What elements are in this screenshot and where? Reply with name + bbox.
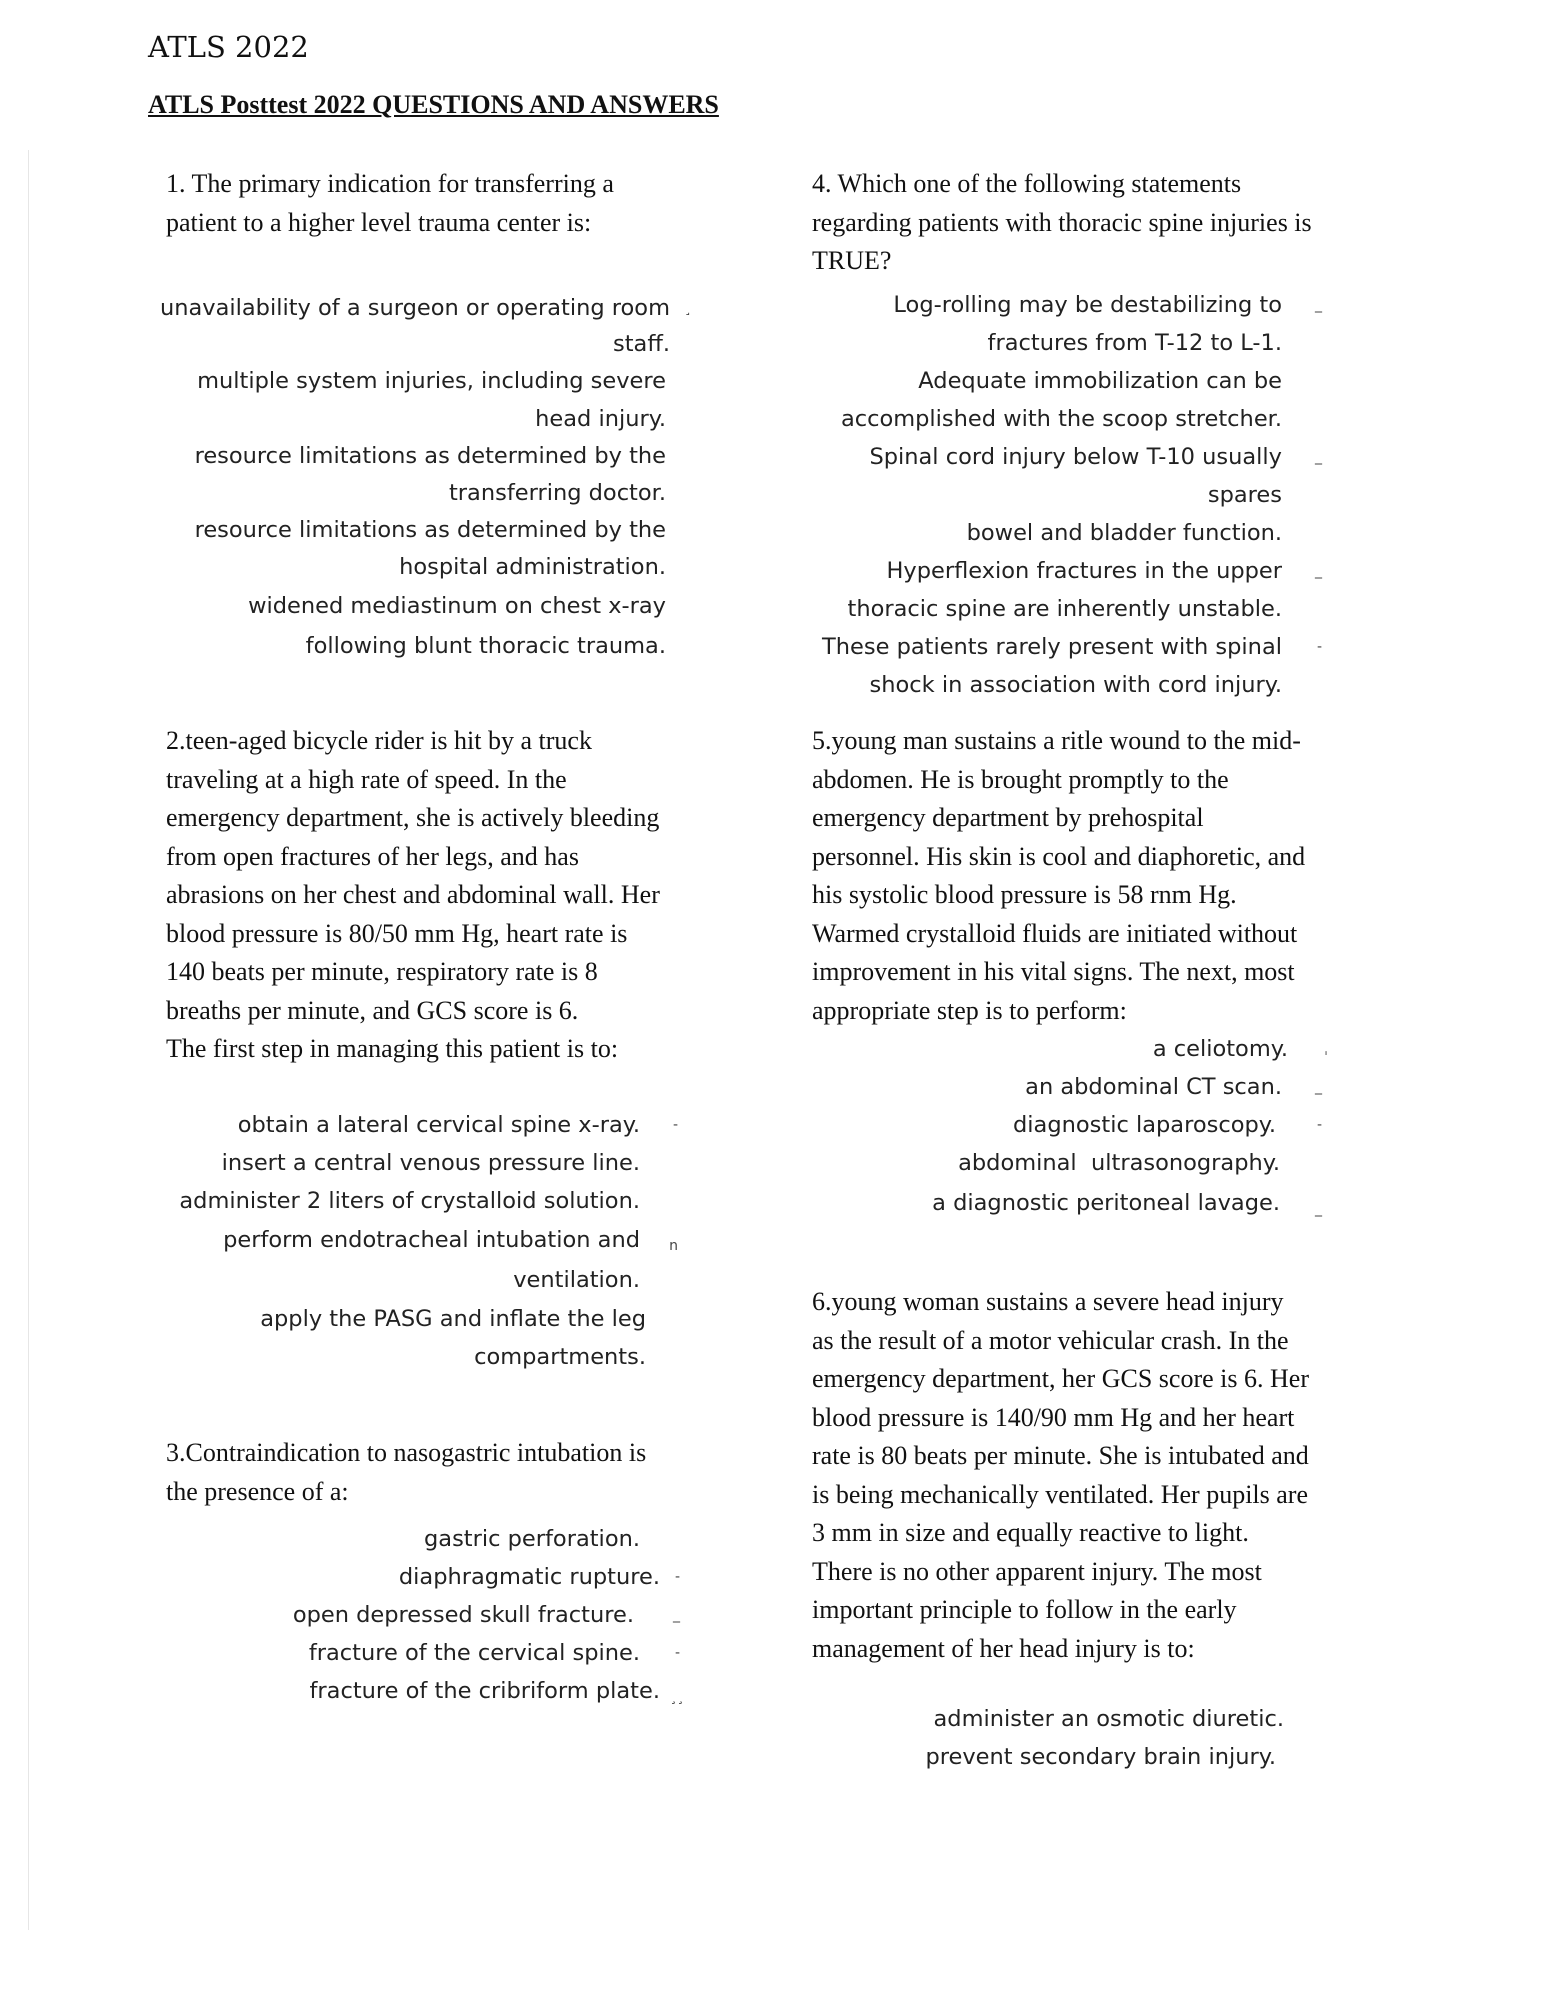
option-text: Spinal cord injury below T-10 usually spares bowel and bladder function. [869, 444, 1282, 546]
question-1-prompt: 1. The primary indication for transferring a patient to a higher level trauma center is: [166, 169, 614, 237]
answer-mark: - [674, 1645, 680, 1661]
answer-mark: - [1316, 639, 1322, 655]
option-text: perform endotracheal intubation and ventilation. [223, 1227, 640, 1293]
question-5-option-2[interactable] [800, 1068, 1340, 1106]
question-6-options [800, 1700, 1340, 1776]
question-1-option-1[interactable] [150, 290, 690, 362]
answer-mark: _ [1315, 1201, 1322, 1217]
question-3-prompt: 3.Contraindication to nasogastric intubation is the presence of a: [166, 1438, 647, 1506]
question-5-options [800, 1030, 1340, 1224]
answer-mark: _ [1315, 1079, 1322, 1095]
question-2-option-4[interactable] [150, 1220, 690, 1300]
question-3-option-5[interactable] [150, 1672, 690, 1710]
question-2-option-1[interactable] [150, 1106, 690, 1144]
question-5-option-1[interactable] [800, 1030, 1340, 1068]
option-text: prevent secondary brain injury. [925, 1744, 1276, 1770]
question-5-option-4[interactable] [800, 1144, 1340, 1182]
question-5-option-5[interactable] [800, 1182, 1340, 1224]
question-1-option-3[interactable] [150, 438, 690, 512]
answer-mark: _ [673, 1607, 680, 1623]
question-3-options [150, 1520, 690, 1710]
option-text: insert a central venous pressure line. [221, 1150, 640, 1176]
question-5-option-3[interactable] [800, 1106, 1340, 1144]
answer-mark: - [672, 1117, 678, 1133]
option-text: Log-rolling may be destabilizing to fractures from T-12 to L-1. [893, 292, 1282, 356]
question-1-option-2[interactable] [150, 362, 690, 438]
option-text: multiple system injuries, including severe head injury. [197, 368, 666, 432]
question-4-option-5[interactable] [800, 628, 1340, 704]
option-text: abdominal ultrasonography. [958, 1150, 1280, 1176]
option-text: widened mediastinum on chest x-ray following blunt thoracic trauma. [248, 593, 666, 659]
question-2-option-5[interactable] [150, 1300, 690, 1376]
option-text: a diagnostic peritoneal lavage. [932, 1190, 1280, 1216]
answer-mark: n [669, 1238, 678, 1254]
question-2-option-3[interactable] [150, 1182, 690, 1220]
question-1-options [150, 290, 690, 666]
question-1-option-5[interactable] [150, 586, 690, 666]
question-1-option-4[interactable] [150, 512, 690, 586]
option-text: fracture of the cribriform plate. [309, 1678, 660, 1704]
option-text: resource limitations as determined by the hospital administration. [194, 517, 666, 580]
document-title: ATLS Posttest 2022 QUESTIONS AND ANSWERS [148, 90, 719, 119]
option-text: an abdominal CT scan. [1025, 1074, 1282, 1100]
option-text: open depressed skull fracture. [292, 1602, 634, 1628]
question-6-prompt: 6.young woman sustains a severe head injury as the result of a motor vehicular crash. In the emergency department, her GCS score is 6. Her blood pressure is 140/90 mm Hg and her heart rate is 80 beats per minute. She is intubated and is being mechanically ventilated. Her pupils are 3 mm in size and equally reactive to light. There is no other apparent injury. The most important principle to follow in the early management of her head injury is to: [812, 1287, 1309, 1663]
question-4-option-2[interactable] [800, 362, 1340, 438]
answer-mark: _ [1315, 449, 1322, 465]
question-2-prompt: 2.teen-aged bicycle rider is hit by a truck traveling at a high rate of speed. In the emergency department, she is actively bleeding from open fractures of her legs, and has abrasions on her chest and abdominal wall. Her blood pressure is 80/50 mm Hg, heart rate is 140 beats per minute, respiratory rate is 8 breaths per minute, and GCS score is 6. The first step in managing this patient is to: [166, 726, 660, 1063]
question-2-option-2[interactable] [150, 1144, 690, 1182]
answer-mark: - [674, 1569, 680, 1585]
option-text: administer 2 liters of crystalloid solution. [179, 1188, 640, 1214]
option-text: obtain a lateral cervical spine x-ray. [237, 1112, 640, 1138]
option-text: fracture of the cervical spine. [308, 1640, 640, 1666]
option-text: Hyperflexion fractures in the upper thoracic spine are inherently unstable. [847, 558, 1282, 622]
option-text: diaphragmatic rupture. [398, 1564, 660, 1590]
question-4-option-1[interactable] [800, 286, 1340, 362]
question-4-option-4[interactable] [800, 552, 1340, 628]
option-text: gastric perforation. [424, 1526, 640, 1552]
question-6-option-2[interactable] [800, 1738, 1340, 1776]
answer-mark: ˼ [685, 300, 690, 316]
question-3-option-1[interactable] [150, 1520, 690, 1558]
option-text: Adequate immobilization can be accomplished with the scoop stretcher. [840, 368, 1282, 432]
question-3-option-4[interactable] [150, 1634, 690, 1672]
question-6-option-1[interactable] [800, 1700, 1340, 1738]
answer-mark: ¸¸ [670, 1689, 684, 1705]
question-2-options [150, 1106, 690, 1376]
question-4-option-3[interactable] [800, 438, 1340, 552]
page-left-rule [28, 150, 29, 1930]
answer-mark: _ [1315, 297, 1322, 313]
question-3-option-3[interactable] [150, 1596, 690, 1634]
page-header: ATLS 2022 [148, 30, 309, 64]
option-text: resource limitations as determined by the transferring doctor. [194, 443, 666, 506]
answer-mark: ˌ [1324, 1041, 1328, 1057]
option-text: unavailability of a surgeon or operating room staff. [159, 295, 670, 357]
option-text: administer an osmotic diuretic. [933, 1706, 1284, 1732]
question-3-option-2[interactable] [150, 1558, 690, 1596]
question-5-prompt: 5.young man sustains a ritle wound to the mid- abdomen. He is brought promptly to the emergency department by prehospital personnel. His skin is cool and diaphoretic, and his systolic blood pressure is 58 rnm Hg. Warmed crystalloid fluids are initiated without improvement in his vital signs. The next, most appropriate step is to perform: [812, 726, 1306, 1025]
answer-mark: _ [1315, 563, 1322, 579]
question-4-options [800, 286, 1340, 704]
answer-mark: - [1316, 1117, 1322, 1133]
question-4-prompt: 4. Which one of the following statements regarding patients with thoracic spine injuries is TRUE? [812, 169, 1312, 275]
option-text: diagnostic laparoscopy. [1013, 1112, 1276, 1138]
option-text: These patients rarely present with spinal shock in association with cord injury. [822, 634, 1282, 698]
option-text: apply the PASG and inflate the leg compartments. [260, 1306, 646, 1370]
option-text: a celiotomy. [1152, 1036, 1288, 1062]
